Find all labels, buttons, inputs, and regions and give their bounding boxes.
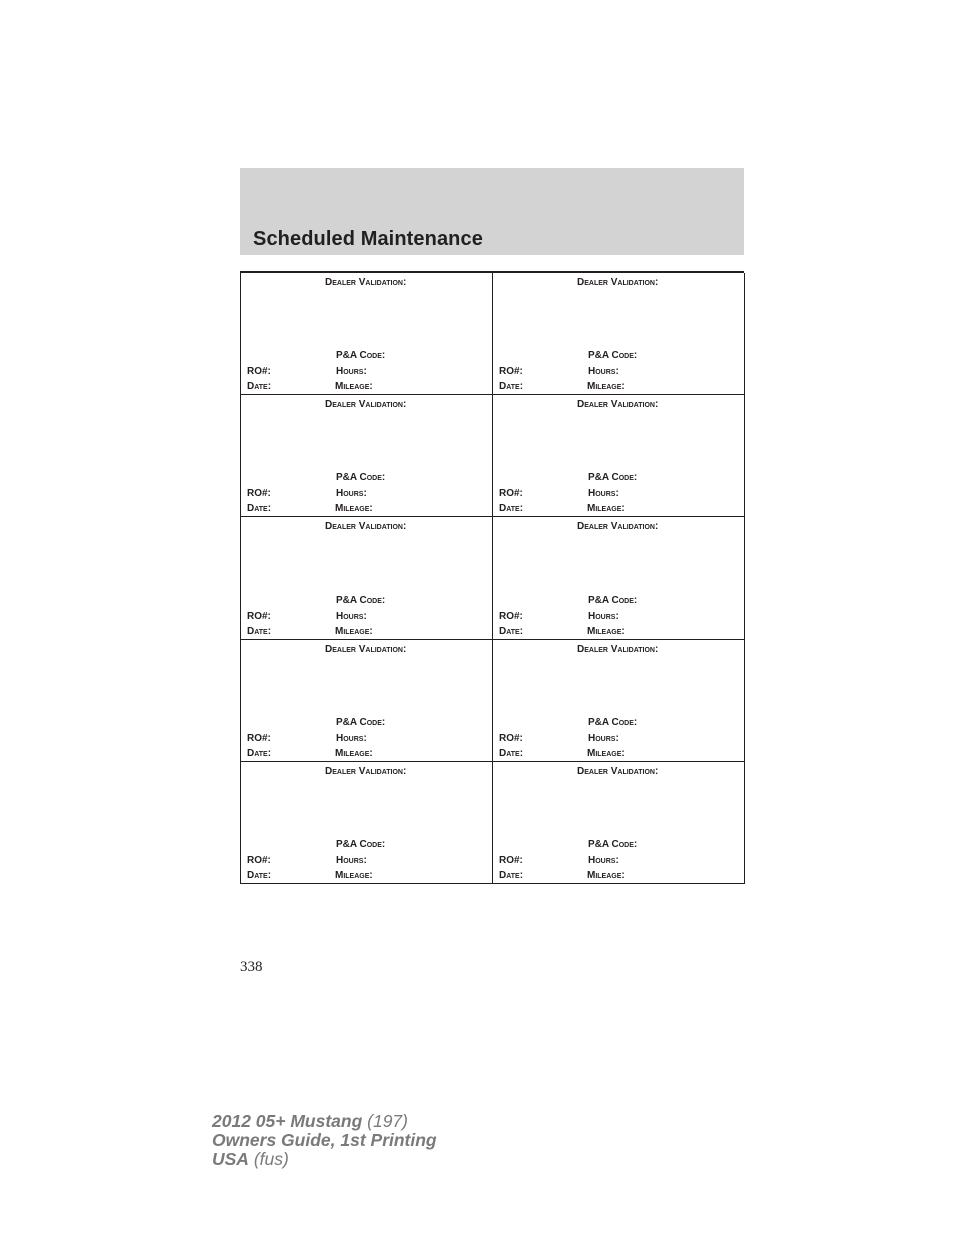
date-label: Date: (499, 747, 524, 759)
date-label: Date: (247, 381, 272, 393)
footer-model-code: (197) (362, 1111, 408, 1131)
maintenance-record-cell (241, 273, 493, 395)
section-title: Scheduled Maintenance (253, 228, 483, 250)
mileage-label: Mileage: (587, 869, 625, 881)
dealer-validation-label: Dealer Validation: (325, 765, 407, 777)
ro-number-label: RO#: (499, 366, 523, 378)
dealer-validation-label: Dealer Validation: (325, 277, 407, 288)
dealer-validation-label: Dealer Validation: (577, 765, 659, 777)
maintenance-record-cell (241, 517, 493, 639)
pa-code-label: P&A Code: (336, 838, 386, 850)
mileage-label: Mileage: (587, 747, 625, 759)
mileage-label: Mileage: (587, 625, 625, 637)
mileage-label: Mileage: (335, 869, 373, 881)
maintenance-record-cell (493, 762, 745, 884)
date-label: Date: (247, 869, 272, 881)
date-label: Date: (247, 503, 272, 515)
ro-number-label: RO#: (247, 732, 271, 744)
maintenance-record-cell (241, 762, 493, 884)
dealer-validation-label: Dealer Validation: (325, 521, 407, 533)
maintenance-record-cell (241, 640, 493, 762)
mileage-label: Mileage: (587, 503, 625, 515)
hours-label: Hours: (336, 854, 367, 866)
maintenance-record-cell (493, 395, 745, 517)
maintenance-record-cell (493, 517, 745, 639)
hours-label: Hours: (588, 610, 619, 622)
pa-code-label: P&A Code: (588, 716, 638, 728)
pa-code-label: P&A Code: (336, 716, 386, 728)
hours-label: Hours: (588, 366, 619, 378)
ro-number-label: RO#: (247, 610, 271, 622)
pa-code-label: P&A Code: (588, 594, 638, 606)
pa-code-label: P&A Code: (336, 594, 386, 606)
mileage-label: Mileage: (335, 625, 373, 637)
dealer-validation-label: Dealer Validation: (325, 399, 407, 411)
mileage-label: Mileage: (335, 381, 373, 393)
page-number: 338 (240, 959, 263, 975)
pa-code-label: P&A Code: (588, 350, 638, 362)
pa-code-label: P&A Code: (588, 472, 638, 484)
pa-code-label: P&A Code: (336, 350, 386, 362)
date-label: Date: (499, 381, 524, 393)
hours-label: Hours: (588, 488, 619, 500)
footer-market: USA (212, 1149, 249, 1169)
maintenance-record-grid (240, 271, 744, 884)
pa-code-label: P&A Code: (588, 838, 638, 850)
date-label: Date: (247, 625, 272, 637)
dealer-validation-label: Dealer Validation: (325, 643, 407, 655)
date-label: Date: (499, 869, 524, 881)
ro-number-label: RO#: (499, 610, 523, 622)
footer-market-code: (fus) (248, 1149, 289, 1169)
date-label: Date: (499, 503, 524, 515)
mileage-label: Mileage: (587, 381, 625, 393)
dealer-validation-label: Dealer Validation: (577, 643, 659, 655)
publication-footer (212, 1112, 437, 1169)
date-label: Date: (499, 625, 524, 637)
dealer-validation-label: Dealer Validation: (577, 521, 659, 533)
ro-number-label: RO#: (499, 488, 523, 500)
footer-line-1 (212, 1112, 437, 1131)
ro-number-label: RO#: (499, 854, 523, 866)
maintenance-record-cell (493, 640, 745, 762)
date-label: Date: (247, 747, 272, 759)
footer-line-2: Owners Guide, 1st Printing (212, 1130, 437, 1150)
section-header-band (240, 168, 744, 255)
ro-number-label: RO#: (247, 366, 271, 378)
ro-number-label: RO#: (247, 488, 271, 500)
maintenance-record-cell (241, 395, 493, 517)
ro-number-label: RO#: (499, 732, 523, 744)
dealer-validation-label: Dealer Validation: (577, 399, 659, 411)
mileage-label: Mileage: (335, 503, 373, 515)
hours-label: Hours: (336, 488, 367, 500)
maintenance-record-cell (493, 273, 745, 395)
footer-line-3 (212, 1150, 437, 1169)
pa-code-label: P&A Code: (336, 472, 386, 484)
mileage-label: Mileage: (335, 747, 373, 759)
dealer-validation-label: Dealer Validation: (577, 277, 659, 288)
hours-label: Hours: (588, 854, 619, 866)
hours-label: Hours: (336, 732, 367, 744)
hours-label: Hours: (588, 732, 619, 744)
ro-number-label: RO#: (247, 854, 271, 866)
hours-label: Hours: (336, 366, 367, 378)
footer-model: 2012 05+ Mustang (212, 1111, 363, 1131)
hours-label: Hours: (336, 610, 367, 622)
